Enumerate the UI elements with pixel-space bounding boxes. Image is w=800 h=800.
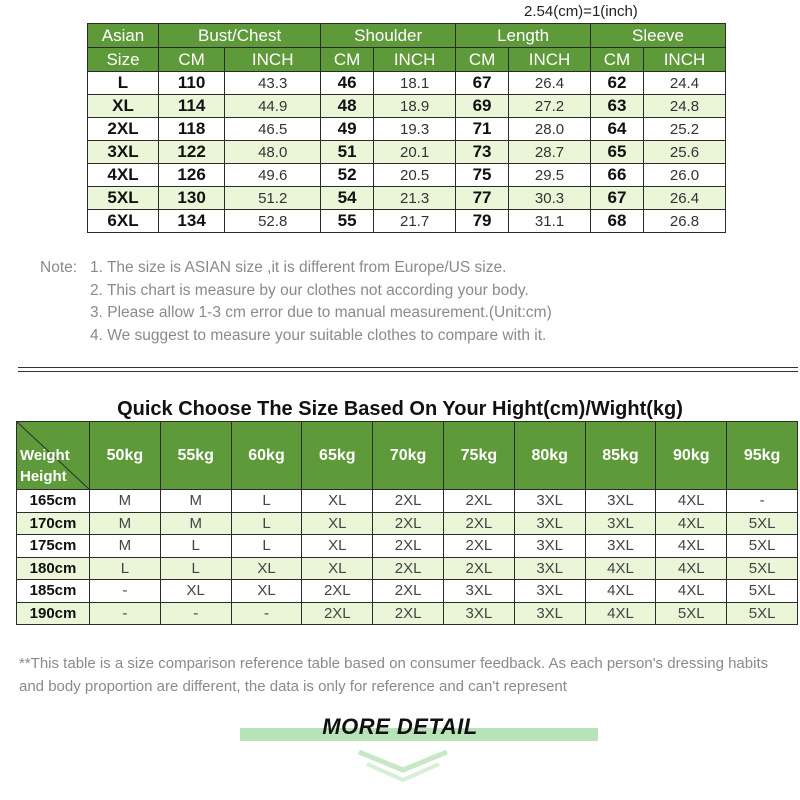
- weight-header: 65kg: [302, 422, 373, 490]
- weight-header: 70kg: [373, 422, 444, 490]
- recommended-size: XL: [231, 557, 302, 580]
- inch-value: 21.3: [374, 187, 456, 210]
- height-row: [17, 580, 798, 603]
- cm-value: 71: [456, 118, 509, 141]
- recommended-size: 5XL: [656, 602, 727, 625]
- inch-value: 27.2: [509, 95, 591, 118]
- quick-choose-title: Quick Choose The Size Based On Your Hight(cm)/Wight(kg): [117, 398, 683, 420]
- cm-value: 69: [456, 95, 509, 118]
- inch-value: 21.7: [374, 210, 456, 233]
- header-size: Size: [88, 48, 159, 72]
- inch-value: 24.8: [643, 95, 725, 118]
- recommended-size: 2XL: [373, 535, 444, 558]
- recommended-size: -: [231, 602, 302, 625]
- recommended-size: 5XL: [727, 557, 798, 580]
- inch-value: 26.4: [509, 72, 591, 95]
- inch-value: 18.9: [374, 95, 456, 118]
- inch-value: 28.7: [509, 141, 591, 164]
- weight-header: 80kg: [514, 422, 585, 490]
- inch-value: 30.3: [509, 187, 591, 210]
- recommended-size: XL: [160, 580, 231, 603]
- inch-value: 26.4: [643, 187, 725, 210]
- quick-choose-body: [17, 490, 798, 625]
- recommended-size: 5XL: [727, 512, 798, 535]
- recommended-size: 2XL: [373, 490, 444, 513]
- cm-value: 77: [456, 187, 509, 210]
- size-label: 6XL: [88, 210, 159, 233]
- inch-value: 25.6: [643, 141, 725, 164]
- header-cm: CM: [456, 48, 509, 72]
- recommended-size: 4XL: [585, 602, 656, 625]
- cm-value: 73: [456, 141, 509, 164]
- recommended-size: 4XL: [656, 490, 727, 513]
- recommended-size: L: [160, 557, 231, 580]
- note-line: [40, 257, 552, 280]
- weight-header: 75kg: [443, 422, 514, 490]
- cm-value: 55: [321, 210, 374, 233]
- inch-value: 18.1: [374, 72, 456, 95]
- recommended-size: XL: [302, 490, 373, 513]
- header-cm: CM: [321, 48, 374, 72]
- size-chart-table: [87, 23, 726, 233]
- recommended-size: 2XL: [302, 602, 373, 625]
- recommended-size: 5XL: [727, 580, 798, 603]
- cm-value: 62: [591, 72, 644, 95]
- cm-value: 64: [591, 118, 644, 141]
- header-length: Length: [456, 24, 591, 48]
- inch-value: 20.1: [374, 141, 456, 164]
- recommended-size: 2XL: [373, 602, 444, 625]
- recommended-size: -: [90, 580, 161, 603]
- recommended-size: 3XL: [514, 512, 585, 535]
- size-row: [88, 187, 726, 210]
- recommended-size: 3XL: [443, 602, 514, 625]
- recommended-size: XL: [302, 535, 373, 558]
- recommended-size: -: [90, 602, 161, 625]
- inch-value: 49.6: [225, 164, 321, 187]
- cm-value: 67: [456, 72, 509, 95]
- recommended-size: 3XL: [585, 512, 656, 535]
- size-row: [88, 72, 726, 95]
- quick-header-row: [17, 422, 798, 490]
- recommended-size: 5XL: [727, 535, 798, 558]
- header-bust: Bust/Chest: [159, 24, 321, 48]
- weight-header: 95kg: [727, 422, 798, 490]
- header-inch: INCH: [509, 48, 591, 72]
- height-label: Height: [20, 468, 67, 485]
- note-text: 3. Please allow 1-3 cm error due to manual measurement.(Unit:cm): [90, 304, 552, 322]
- inch-value: 51.2: [225, 187, 321, 210]
- size-chart-body: [88, 72, 726, 233]
- size-row: [88, 210, 726, 233]
- header-cm: CM: [591, 48, 644, 72]
- size-label: L: [88, 72, 159, 95]
- size-row: [88, 95, 726, 118]
- weight-label: Weight: [20, 447, 70, 464]
- inch-value: 46.5: [225, 118, 321, 141]
- cm-value: 130: [159, 187, 225, 210]
- cm-value: 49: [321, 118, 374, 141]
- recommended-size: L: [231, 490, 302, 513]
- inch-value: 48.0: [225, 141, 321, 164]
- cm-value: 118: [159, 118, 225, 141]
- height-label: 170cm: [17, 512, 90, 535]
- recommended-size: 2XL: [443, 490, 514, 513]
- recommended-size: 3XL: [585, 535, 656, 558]
- size-label: 3XL: [88, 141, 159, 164]
- inch-value: 44.9: [225, 95, 321, 118]
- recommended-size: L: [231, 512, 302, 535]
- header-inch: INCH: [225, 48, 321, 72]
- recommended-size: 5XL: [727, 602, 798, 625]
- cm-value: 110: [159, 72, 225, 95]
- recommended-size: 3XL: [585, 490, 656, 513]
- inch-value: 20.5: [374, 164, 456, 187]
- cm-value: 79: [456, 210, 509, 233]
- recommended-size: 2XL: [443, 512, 514, 535]
- note-text: 1. The size is ASIAN size ,it is different from Europe/US size.: [90, 259, 507, 276]
- cm-value: 52: [321, 164, 374, 187]
- weight-header: 60kg: [231, 422, 302, 490]
- height-label: 180cm: [17, 557, 90, 580]
- recommended-size: -: [160, 602, 231, 625]
- weight-height-corner: [17, 422, 90, 490]
- height-label: 185cm: [17, 580, 90, 603]
- recommended-size: 4XL: [656, 557, 727, 580]
- height-row: [17, 512, 798, 535]
- section-divider: [18, 371, 798, 372]
- height-row: [17, 490, 798, 513]
- header-asian: Asian: [88, 24, 159, 48]
- inch-value: 24.4: [643, 72, 725, 95]
- header-sleeve: Sleeve: [591, 24, 726, 48]
- recommended-size: 3XL: [443, 580, 514, 603]
- cm-value: 51: [321, 141, 374, 164]
- size-row: [88, 141, 726, 164]
- chevron-down-icon: [355, 748, 451, 788]
- height-label: 190cm: [17, 602, 90, 625]
- recommended-size: 4XL: [585, 557, 656, 580]
- size-label: 5XL: [88, 187, 159, 210]
- cm-value: 68: [591, 210, 644, 233]
- cm-value: 63: [591, 95, 644, 118]
- recommended-size: 4XL: [656, 535, 727, 558]
- recommended-size: 4XL: [656, 512, 727, 535]
- recommended-size: 2XL: [373, 512, 444, 535]
- recommended-size: 2XL: [302, 580, 373, 603]
- size-label: 2XL: [88, 118, 159, 141]
- recommended-size: M: [90, 490, 161, 513]
- recommended-size: 4XL: [656, 580, 727, 603]
- cm-value: 48: [321, 95, 374, 118]
- unit-conversion: 2.54(cm)=1(inch): [524, 3, 638, 20]
- recommended-size: 3XL: [514, 602, 585, 625]
- inch-value: 26.8: [643, 210, 725, 233]
- weight-header: 55kg: [160, 422, 231, 490]
- note-prefix: Note:: [40, 259, 78, 276]
- cm-value: 46: [321, 72, 374, 95]
- cm-value: 67: [591, 187, 644, 210]
- inch-value: 43.3: [225, 72, 321, 95]
- inch-value: 19.3: [374, 118, 456, 141]
- cm-value: 114: [159, 95, 225, 118]
- header-inch: INCH: [643, 48, 725, 72]
- weight-header: 50kg: [90, 422, 161, 490]
- size-label: XL: [88, 95, 159, 118]
- note-text: 2. This chart is measure by our clothes not according your body.: [90, 281, 529, 299]
- recommended-size: M: [90, 535, 161, 558]
- recommended-size: M: [160, 512, 231, 535]
- recommended-size: 4XL: [585, 580, 656, 603]
- inch-value: 28.0: [509, 118, 591, 141]
- quick-choose-table: [16, 421, 798, 625]
- recommended-size: L: [160, 535, 231, 558]
- cm-value: 122: [159, 141, 225, 164]
- size-label: 4XL: [88, 164, 159, 187]
- inch-value: 31.1: [509, 210, 591, 233]
- cm-value: 66: [591, 164, 644, 187]
- more-detail-label: MORE DETAIL: [322, 714, 478, 739]
- height-row: [17, 557, 798, 580]
- recommended-size: -: [727, 490, 798, 513]
- cm-value: 75: [456, 164, 509, 187]
- inch-value: 52.8: [225, 210, 321, 233]
- size-row: [88, 164, 726, 187]
- recommended-size: L: [90, 557, 161, 580]
- cm-value: 65: [591, 141, 644, 164]
- size-header-top: [88, 24, 726, 48]
- section-divider: [18, 367, 798, 368]
- weight-header: 85kg: [585, 422, 656, 490]
- recommended-size: 2XL: [373, 580, 444, 603]
- recommended-size: XL: [302, 557, 373, 580]
- cm-value: 134: [159, 210, 225, 233]
- recommended-size: XL: [231, 580, 302, 603]
- recommended-size: 3XL: [514, 580, 585, 603]
- recommended-size: 2XL: [443, 557, 514, 580]
- recommended-size: 3XL: [514, 557, 585, 580]
- header-cm: CM: [159, 48, 225, 72]
- size-notes: [40, 257, 552, 348]
- inch-value: 25.2: [643, 118, 725, 141]
- recommended-size: XL: [302, 512, 373, 535]
- recommended-size: 2XL: [373, 557, 444, 580]
- weight-header: 90kg: [656, 422, 727, 490]
- height-label: 165cm: [17, 490, 90, 513]
- recommended-size: M: [160, 490, 231, 513]
- size-row: [88, 118, 726, 141]
- recommended-size: L: [231, 535, 302, 558]
- cm-value: 54: [321, 187, 374, 210]
- note-text: 4. We suggest to measure your suitable clothes to compare with it.: [90, 327, 547, 345]
- cm-value: 126: [159, 164, 225, 187]
- size-header-sub: [88, 48, 726, 72]
- inch-value: 26.0: [643, 164, 725, 187]
- header-shoulder: Shoulder: [321, 24, 456, 48]
- inch-value: 29.5: [509, 164, 591, 187]
- height-row: [17, 602, 798, 625]
- disclaimer-text: **This table is a size comparison reference table based on consumer feedback. As each person's dressing habits and body proportion are different, the data is only for reference and can't represent: [19, 655, 769, 695]
- header-inch: INCH: [374, 48, 456, 72]
- recommended-size: 3XL: [514, 535, 585, 558]
- recommended-size: M: [90, 512, 161, 535]
- recommended-size: 2XL: [443, 535, 514, 558]
- height-label: 175cm: [17, 535, 90, 558]
- height-row: [17, 535, 798, 558]
- recommended-size: 3XL: [514, 490, 585, 513]
